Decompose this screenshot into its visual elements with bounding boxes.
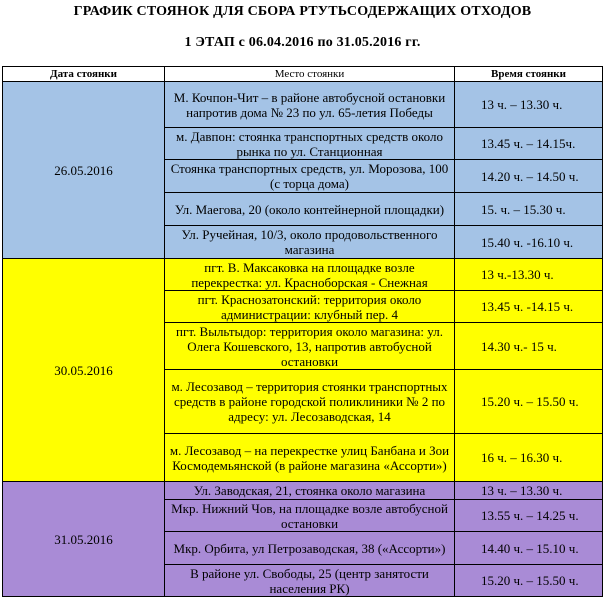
place-cell: пгт. Краснозатонский: территория около администрации: клубный пер. 4 xyxy=(165,291,455,323)
place-cell: Ул. Маегова, 20 (около контейнерной площадки) xyxy=(165,193,455,226)
time-cell: 16 ч. – 16.30 ч. xyxy=(455,434,603,482)
schedule-table xyxy=(2,66,603,597)
time-cell: 13.45 ч. – 14.15ч. xyxy=(455,128,603,160)
place-cell: М. Кочпон-Чит – в районе автобусной остановки напротив дома № 23 по ул. 65-летия Победы xyxy=(165,82,455,128)
column-header-date: Дата стоянки xyxy=(3,67,165,82)
table-row xyxy=(3,259,603,291)
time-cell: 13.45 ч. -14.15 ч. xyxy=(455,291,603,323)
time-cell: 13.55 ч. – 14.25 ч. xyxy=(455,500,603,532)
time-cell: 14.40 ч. – 15.10 ч. xyxy=(455,532,603,565)
place-cell: Мкр. Орбита, ул Петрозаводская, 38 («Ассорти») xyxy=(165,532,455,565)
place-cell: пгт. Выльтыдор: территория около магазина: ул. Олега Кошевского, 13, напротив автобусной остановки xyxy=(165,323,455,370)
column-header-time: Время стоянки xyxy=(455,67,603,82)
place-cell: Ул. Заводская, 21, стоянка около магазина xyxy=(165,482,455,500)
time-cell: 15.20 ч. – 15.50 ч. xyxy=(455,370,603,434)
time-cell: 14.30 ч.- 15 ч. xyxy=(455,323,603,370)
time-cell: 14.20 ч. – 14.50 ч. xyxy=(455,160,603,193)
time-cell: 15.40 ч. -16.10 ч. xyxy=(455,226,603,259)
time-cell: 13 ч. – 13.30 ч. xyxy=(455,82,603,128)
column-header-place: Место стоянки xyxy=(165,67,455,82)
place-cell: м. Давпон: стоянка транспортных средств около рынка по ул. Станционная xyxy=(165,128,455,160)
place-cell: Мкр. Нижний Чов, на площадке возле автобусной остановки xyxy=(165,500,455,532)
place-cell: Ул. Ручейная, 10/3, около продовольственного магазина xyxy=(165,226,455,259)
time-cell: 13 ч. – 13.30 ч. xyxy=(455,482,603,500)
time-cell: 15.20 ч. – 15.50 ч. xyxy=(455,565,603,597)
place-cell: В районе ул. Свободы, 25 (центр занятости населения РК) xyxy=(165,565,455,597)
date-cell: 31.05.2016 xyxy=(3,482,165,597)
place-cell: пгт. В. Максаковка на площадке возле перекрестка: ул. Красноборская - Снежная xyxy=(165,259,455,291)
document-title: ГРАФИК СТОЯНОК ДЛЯ СБОРА РТУТЬСОДЕРЖАЩИХ ОТХОДОВ xyxy=(73,4,532,19)
place-cell: м. Лесозавод – на перекрестке улиц Банбана и Зои Космодемьянской (в районе магазина «Ассорти») xyxy=(165,434,455,482)
place-cell: м. Лесозавод – территория стоянки транспортных средств в районе городской поликлиники № 2 по адресу: ул. Лесозаводская, 14 xyxy=(165,370,455,434)
time-cell: 13 ч.-13.30 ч. xyxy=(455,259,603,291)
date-cell: 26.05.2016 xyxy=(3,82,165,259)
table-row xyxy=(3,482,603,500)
date-cell: 30.05.2016 xyxy=(3,259,165,482)
time-cell: 15. ч. – 15.30 ч. xyxy=(455,193,603,226)
place-cell: Стоянка транспортных средств, ул. Морозова, 100 (с торца дома) xyxy=(165,160,455,193)
document-subtitle: 1 ЭТАП с 06.04.2016 по 31.05.2016 гг. xyxy=(184,35,421,50)
table-row xyxy=(3,82,603,128)
header-row xyxy=(3,67,603,82)
